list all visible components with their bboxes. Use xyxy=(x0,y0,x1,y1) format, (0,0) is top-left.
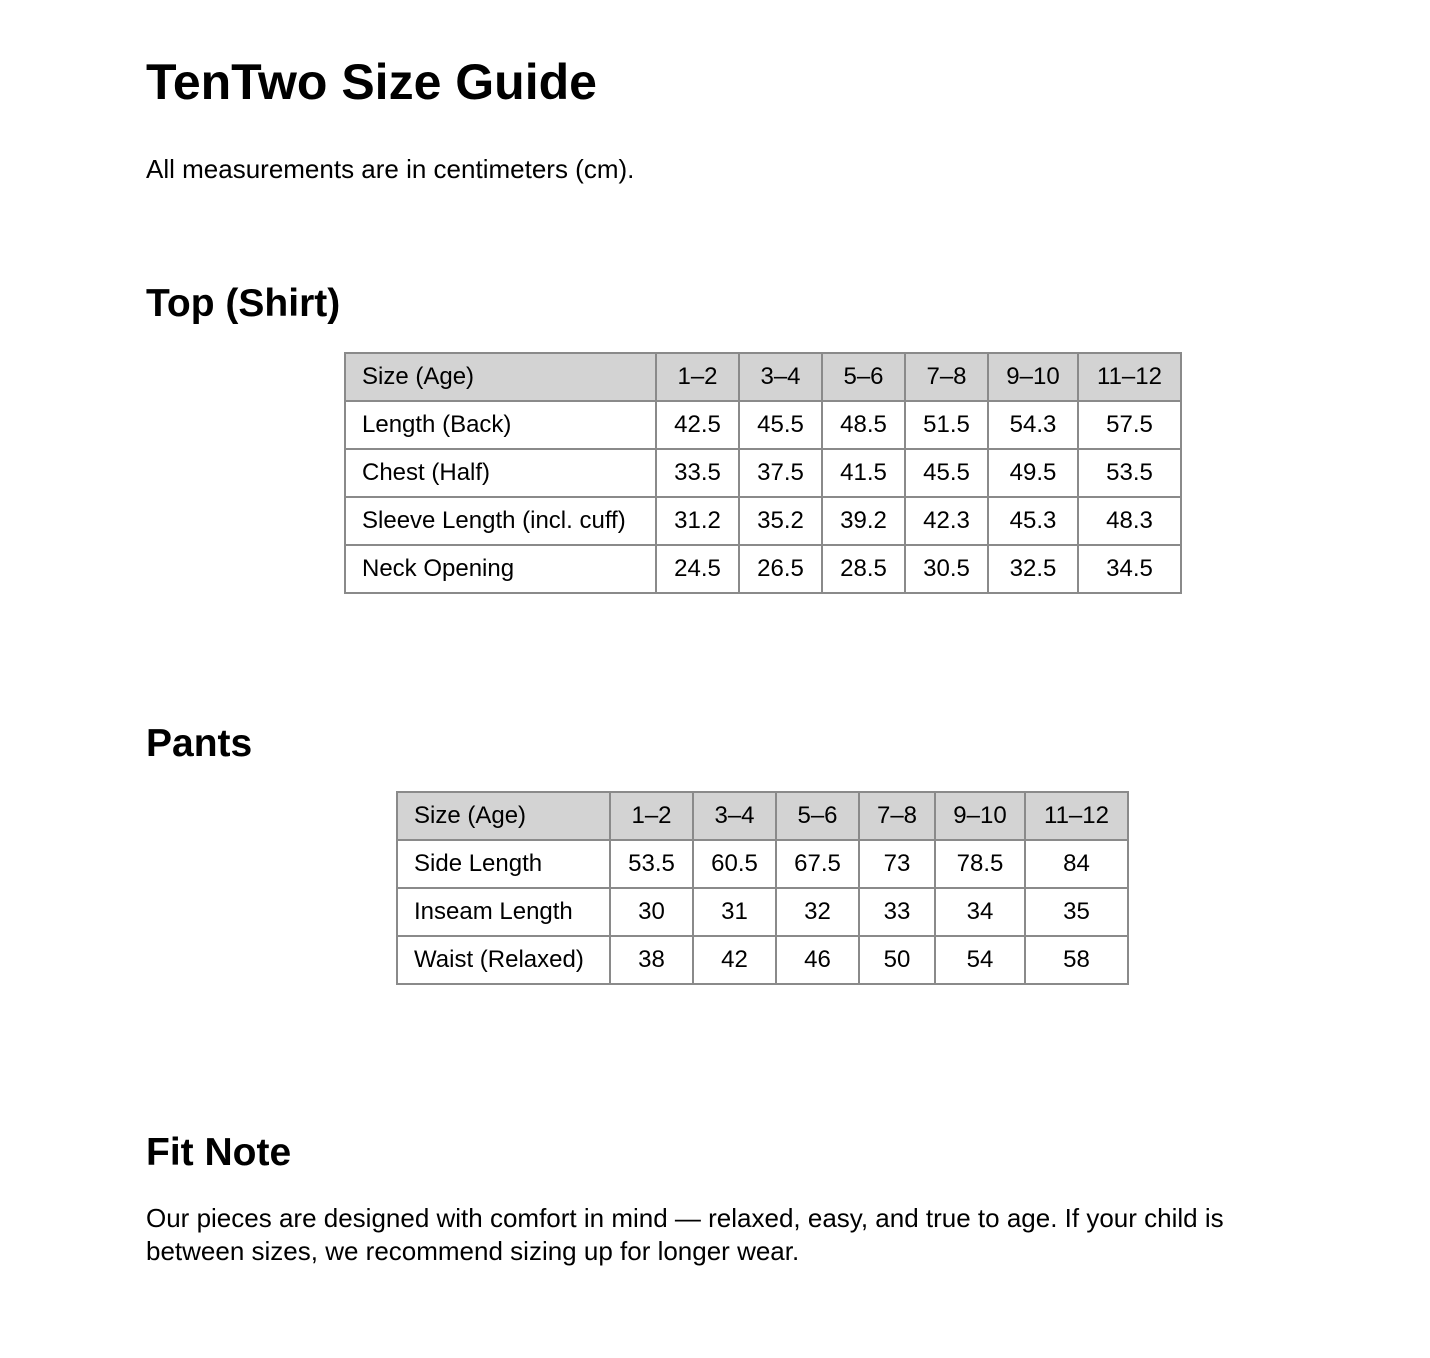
table-cell: 32 xyxy=(776,888,859,936)
table-cell: 50 xyxy=(859,936,935,984)
table-cell: 39.2 xyxy=(822,497,905,545)
table-row xyxy=(345,401,1181,449)
table-cell: 32.5 xyxy=(988,545,1078,593)
header-size: 3–4 xyxy=(693,792,776,840)
table-cell: 28.5 xyxy=(822,545,905,593)
table-cell: 42 xyxy=(693,936,776,984)
table-cell: 45.5 xyxy=(905,449,988,497)
table-row xyxy=(345,449,1181,497)
header-size: 1–2 xyxy=(656,353,739,401)
pants-size-table xyxy=(396,791,1129,985)
table-cell: 38 xyxy=(610,936,693,984)
table-header-row xyxy=(345,353,1181,401)
top-section-heading: Top (Shirt) xyxy=(146,282,341,325)
row-label: Sleeve Length (incl. cuff) xyxy=(345,497,656,545)
table-cell: 45.5 xyxy=(739,401,822,449)
header-size: 11–12 xyxy=(1078,353,1181,401)
table-cell: 42.3 xyxy=(905,497,988,545)
fit-note-heading: Fit Note xyxy=(146,1131,292,1174)
table-cell: 42.5 xyxy=(656,401,739,449)
table-cell: 78.5 xyxy=(935,840,1025,888)
header-size: 1–2 xyxy=(610,792,693,840)
table-row xyxy=(397,840,1128,888)
row-label: Chest (Half) xyxy=(345,449,656,497)
table-cell: 34.5 xyxy=(1078,545,1181,593)
row-label: Length (Back) xyxy=(345,401,656,449)
table-row xyxy=(345,497,1181,545)
table-cell: 33 xyxy=(859,888,935,936)
table-cell: 48.5 xyxy=(822,401,905,449)
table-cell: 60.5 xyxy=(693,840,776,888)
table-header-row xyxy=(397,792,1128,840)
table-row xyxy=(345,545,1181,593)
table-cell: 30.5 xyxy=(905,545,988,593)
header-size: 7–8 xyxy=(859,792,935,840)
header-size: 9–10 xyxy=(935,792,1025,840)
table-cell: 53.5 xyxy=(1078,449,1181,497)
table-cell: 33.5 xyxy=(656,449,739,497)
pants-section-heading: Pants xyxy=(146,722,253,765)
header-size: 9–10 xyxy=(988,353,1078,401)
header-size: 7–8 xyxy=(905,353,988,401)
header-size: 5–6 xyxy=(822,353,905,401)
table-cell: 30 xyxy=(610,888,693,936)
row-label: Waist (Relaxed) xyxy=(397,936,610,984)
table-cell: 37.5 xyxy=(739,449,822,497)
table-cell: 35.2 xyxy=(739,497,822,545)
row-label: Neck Opening xyxy=(345,545,656,593)
fit-note-text: Our pieces are designed with comfort in mind — relaxed, easy, and true to age. If your child is between sizes, we recommend sizing up for longer wear. xyxy=(146,1203,1224,1266)
intro-text: All measurements are in centimeters (cm). xyxy=(146,154,635,184)
table-cell: 46 xyxy=(776,936,859,984)
header-size: 11–12 xyxy=(1025,792,1128,840)
table-cell: 34 xyxy=(935,888,1025,936)
row-label: Side Length xyxy=(397,840,610,888)
table-cell: 45.3 xyxy=(988,497,1078,545)
table-cell: 57.5 xyxy=(1078,401,1181,449)
table-cell: 53.5 xyxy=(610,840,693,888)
table-cell: 24.5 xyxy=(656,545,739,593)
page-title: TenTwo Size Guide xyxy=(146,54,597,110)
table-cell: 58 xyxy=(1025,936,1128,984)
table-cell: 49.5 xyxy=(988,449,1078,497)
table-cell: 54 xyxy=(935,936,1025,984)
header-size-age: Size (Age) xyxy=(345,353,656,401)
table-cell: 41.5 xyxy=(822,449,905,497)
table-row xyxy=(397,936,1128,984)
top-size-table xyxy=(344,352,1182,594)
table-cell: 26.5 xyxy=(739,545,822,593)
table-cell: 51.5 xyxy=(905,401,988,449)
row-label: Inseam Length xyxy=(397,888,610,936)
header-size: 5–6 xyxy=(776,792,859,840)
table-cell: 31.2 xyxy=(656,497,739,545)
table-cell: 84 xyxy=(1025,840,1128,888)
table-cell: 31 xyxy=(693,888,776,936)
header-size-age: Size (Age) xyxy=(397,792,610,840)
table-cell: 48.3 xyxy=(1078,497,1181,545)
header-size: 3–4 xyxy=(739,353,822,401)
table-cell: 73 xyxy=(859,840,935,888)
table-cell: 54.3 xyxy=(988,401,1078,449)
table-cell: 67.5 xyxy=(776,840,859,888)
table-cell: 35 xyxy=(1025,888,1128,936)
table-row xyxy=(397,888,1128,936)
